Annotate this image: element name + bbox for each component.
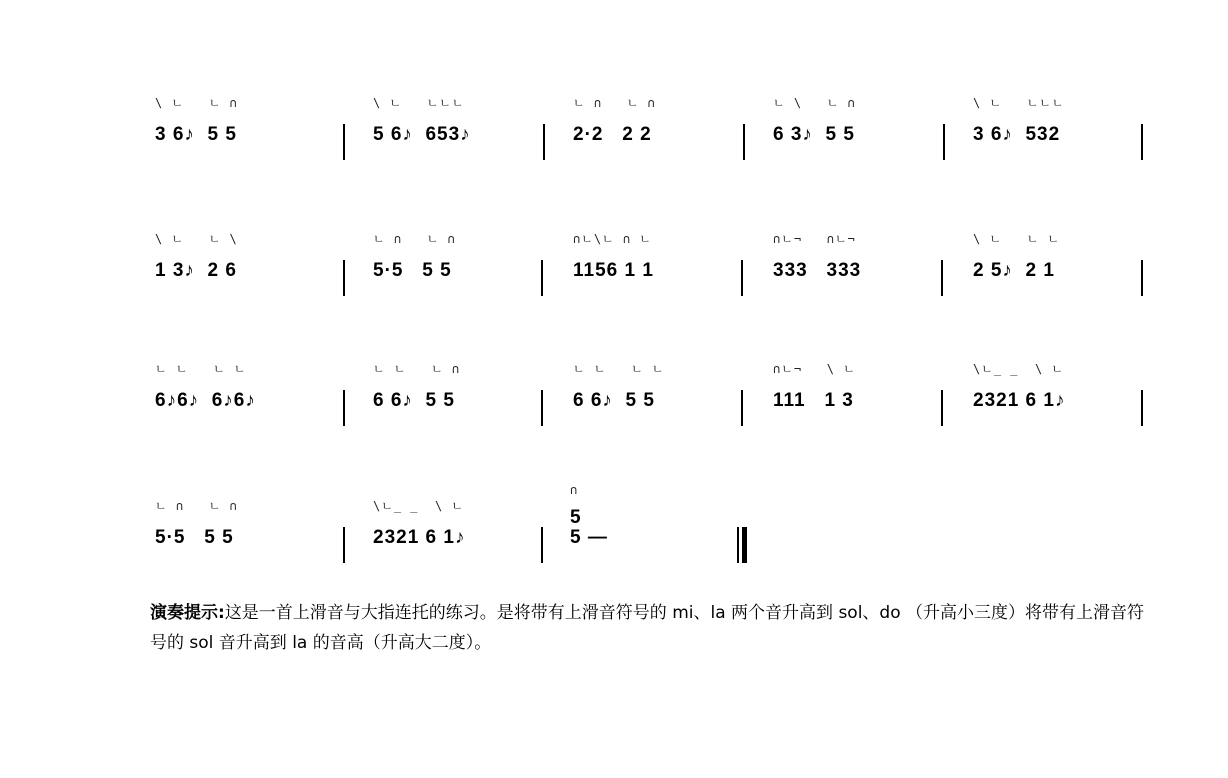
measure — [155, 360, 315, 460]
jianpu-notes: 5 6♪ 653♪ — [373, 124, 471, 145]
measure — [373, 94, 533, 194]
fingering-marks: \ ㄴ ㄴㄴㄴ — [973, 96, 1065, 110]
fingering-marks: ㄴ ∩ ㄴ ∩ — [373, 232, 456, 246]
barline — [541, 527, 543, 563]
fingering-marks: ㄴ ㄴ ㄴ ㄴ — [573, 362, 665, 376]
final-chord-upper: 5 — [570, 507, 582, 528]
performance-tip — [150, 598, 1150, 658]
barline — [741, 260, 743, 296]
measure — [155, 497, 315, 597]
jianpu-notes: 111 1 3 — [773, 390, 854, 411]
barline — [741, 390, 743, 426]
fingering-marks: ㄴ \ ㄴ ∩ — [773, 96, 856, 110]
barline — [343, 527, 345, 563]
jianpu-notes: 6 6♪ 5 5 — [373, 390, 455, 411]
jianpu-notes: 1156 1 1 — [573, 260, 654, 281]
fingering-marks: ㄴ ∩ ㄴ ∩ — [573, 96, 656, 110]
barline — [343, 390, 345, 426]
barline — [941, 390, 943, 426]
barline — [343, 124, 345, 160]
jianpu-notes: 2321 6 1♪ — [373, 527, 466, 548]
barline — [343, 260, 345, 296]
measure — [155, 94, 315, 194]
jianpu-notes: 6♪6♪ 6♪6♪ — [155, 390, 256, 411]
score-system-1 — [0, 94, 1228, 194]
barline — [943, 124, 945, 160]
barline — [543, 124, 545, 160]
jianpu-notes: 5 — — [570, 527, 608, 548]
barline — [1141, 124, 1143, 160]
jianpu-notes: 3 6♪ 532 — [973, 124, 1061, 145]
measure — [373, 360, 533, 460]
fingering-marks: \ ㄴ ㄴㄴㄴ — [373, 96, 465, 110]
measure — [570, 483, 730, 597]
measure — [773, 230, 933, 330]
fingering-marks: ∩ — [570, 483, 579, 497]
fingering-marks: \ ㄴ ㄴ \ — [155, 232, 238, 246]
barline — [1141, 390, 1143, 426]
final-barline-thin — [737, 527, 739, 563]
jianpu-notes: 3 6♪ 5 5 — [155, 124, 237, 145]
measure — [573, 230, 733, 330]
score-system-2 — [0, 230, 1228, 330]
score-system-3 — [0, 360, 1228, 460]
measure — [373, 497, 533, 597]
measure — [973, 230, 1133, 330]
tip-text: 这是一首上滑音与大指连托的练习。是将带有上滑音符号的 mi、la 两个音升高到 sol、do （升高小三度）将带有上滑音符号的 sol 音升高到 la 的音高（升高大二度）。 — [150, 603, 1145, 653]
barline — [541, 390, 543, 426]
barline — [743, 124, 745, 160]
fingering-marks: ∩ㄴ¬ ∩ㄴ¬ — [773, 232, 856, 246]
fingering-marks: ∩ㄴ¬ \ ㄴ — [773, 362, 856, 376]
measure — [373, 230, 533, 330]
fingering-marks: \ㄴ_ _ \ ㄴ — [373, 499, 464, 513]
jianpu-notes: 2321 6 1♪ — [973, 390, 1066, 411]
fingering-marks: ㄴ ㄴ ㄴ ㄴ — [155, 362, 247, 376]
barline — [541, 260, 543, 296]
fingering-marks: \ ㄴ ㄴ ∩ — [155, 96, 238, 110]
measure — [973, 94, 1133, 194]
measure — [573, 360, 733, 460]
jianpu-notes: 2·2 2 2 — [573, 124, 652, 145]
tip-label: 演奏提示: — [150, 603, 225, 623]
fingering-marks: \ㄴ_ _ \ ㄴ — [973, 362, 1064, 376]
fingering-marks: ㄴ ㄴ ㄴ ∩ — [373, 362, 461, 376]
barline — [941, 260, 943, 296]
measure — [573, 94, 733, 194]
fingering-marks: \ ㄴ ㄴ ㄴ — [973, 232, 1061, 246]
jianpu-notes: 6 6♪ 5 5 — [573, 390, 655, 411]
measure — [155, 230, 315, 330]
measure — [773, 94, 933, 194]
jianpu-notes: 5·5 5 5 — [373, 260, 452, 281]
measure — [773, 360, 933, 460]
jianpu-notes: 2 5♪ 2 1 — [973, 260, 1055, 281]
jianpu-notes: 6 3♪ 5 5 — [773, 124, 855, 145]
measure — [973, 360, 1138, 460]
fingering-marks: ∩ㄴ\ㄴ ∩ ㄴ — [573, 232, 652, 246]
barline — [1141, 260, 1143, 296]
score-system-4 — [0, 483, 1228, 597]
jianpu-notes: 1 3♪ 2 6 — [155, 260, 237, 281]
final-barline-thick — [742, 527, 747, 563]
jianpu-notes: 5·5 5 5 — [155, 527, 234, 548]
fingering-marks: ㄴ ∩ ㄴ ∩ — [155, 499, 238, 513]
jianpu-notes: 333 333 — [773, 260, 862, 281]
